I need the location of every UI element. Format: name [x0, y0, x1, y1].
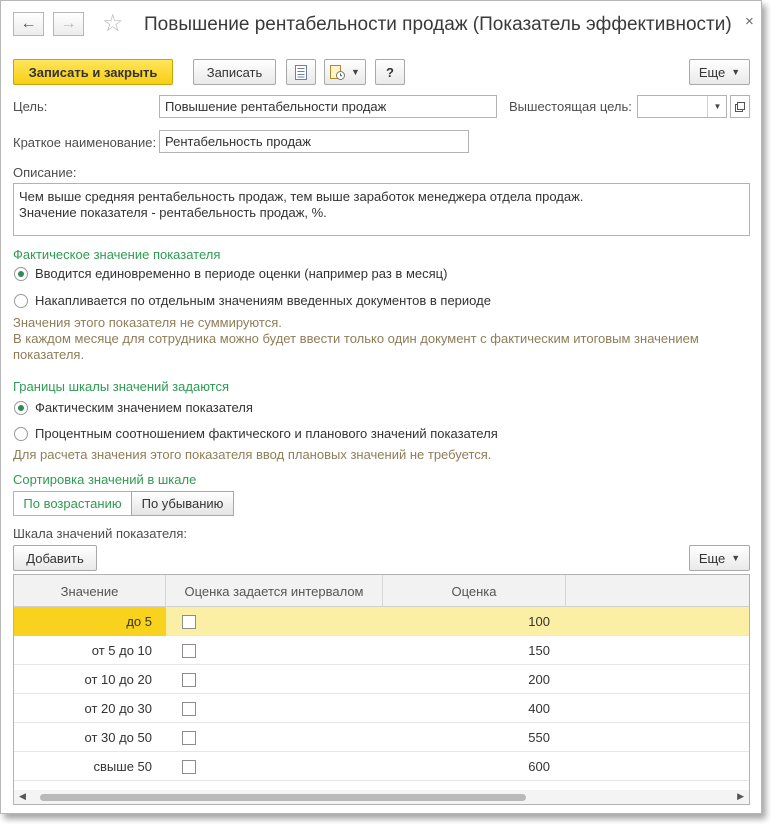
column-header-score[interactable]: Оценка: [383, 575, 566, 607]
sorting-heading: Сортировка значений в шкале: [13, 472, 197, 487]
help-button[interactable]: ?: [375, 59, 405, 85]
radio-label: Накапливается по отдельным значениям введенных документов в периоде: [35, 293, 491, 308]
interval-checkbox[interactable]: [182, 607, 196, 636]
radio-label: Фактическим значением показателя: [35, 400, 253, 415]
value-cell[interactable]: от 30 до 50: [84, 730, 152, 745]
description-label: Описание:: [13, 165, 77, 180]
interval-checkbox[interactable]: [182, 694, 196, 723]
score-cell[interactable]: 550: [528, 730, 550, 745]
list-document-icon: [295, 65, 307, 80]
radio-checked-icon[interactable]: [14, 267, 28, 281]
actual-value-option-once[interactable]: [14, 266, 447, 281]
arrow-left-icon: ←: [20, 15, 37, 32]
value-cell[interactable]: от 20 до 30: [84, 701, 152, 716]
add-button[interactable]: Добавить: [13, 545, 97, 571]
radio-checked-icon[interactable]: [14, 401, 28, 415]
scale-bounds-note: Для расчета значения этого показателя ввод плановых значений не требуется.: [13, 447, 492, 462]
radio-unchecked-icon[interactable]: [14, 427, 28, 441]
actual-value-note: [13, 315, 733, 363]
sort-ascending-button[interactable]: По возрастанию: [13, 491, 132, 516]
more-button[interactable]: [689, 59, 750, 85]
actual-value-option-accumulate[interactable]: [14, 293, 491, 308]
document-clock-icon: [330, 65, 345, 80]
column-header-interval[interactable]: Оценка задается интервалом: [166, 575, 383, 607]
horizontal-scrollbar[interactable]: [14, 790, 749, 804]
interval-checkbox[interactable]: [182, 752, 196, 781]
parent-goal-dropdown-icon[interactable]: ▼: [707, 96, 727, 117]
scale-bounds-option-actual[interactable]: [14, 400, 253, 415]
interval-checkbox[interactable]: [182, 636, 196, 665]
scroll-right-icon[interactable]: ▶: [737, 791, 744, 801]
score-cell[interactable]: 200: [528, 672, 550, 687]
goal-field[interactable]: Повышение рентабельности продаж: [159, 95, 497, 118]
sort-descending-button[interactable]: По убыванию: [131, 491, 234, 516]
radio-label: Процентным соотношением фактического и планового значений показателя: [35, 426, 498, 441]
interval-checkbox[interactable]: [182, 723, 196, 752]
table-header: [14, 575, 749, 607]
favorite-star-icon[interactable]: ☆: [102, 10, 124, 37]
scale-table[interactable]: [13, 574, 750, 805]
save-and-close-button[interactable]: Записать и закрыть: [13, 59, 173, 85]
scale-bounds-option-percent[interactable]: [14, 426, 498, 441]
value-cell[interactable]: свыше 50: [93, 759, 152, 774]
column-header-value[interactable]: Значение: [14, 575, 166, 607]
radio-unchecked-icon[interactable]: [14, 294, 28, 308]
score-cell[interactable]: 400: [528, 701, 550, 716]
arrow-right-icon: →: [60, 15, 77, 32]
table-more-button[interactable]: [689, 545, 750, 571]
back-button[interactable]: [13, 12, 44, 36]
scale-bounds-heading: Границы шкалы значений задаются: [13, 379, 230, 394]
table-row[interactable]: [14, 636, 749, 665]
scroll-left-icon[interactable]: ◀: [19, 791, 26, 801]
table-row[interactable]: [14, 607, 749, 636]
radio-label: Вводится единовременно в периоде оценки (например раз в месяц): [35, 266, 448, 281]
value-cell[interactable]: от 5 до 10: [91, 643, 152, 658]
score-cell[interactable]: 100: [528, 614, 550, 629]
more-label: Еще: [698, 64, 726, 80]
table-row[interactable]: [14, 723, 749, 752]
description-field[interactable]: [13, 183, 750, 236]
value-cell[interactable]: от 10 до 20: [84, 672, 152, 687]
page-title: Повышение рентабельности продаж (Показатель эффективности): [144, 14, 732, 35]
short-name-label: Краткое наименование:: [13, 135, 157, 150]
scale-table-label: Шкала значений показателя:: [13, 526, 188, 541]
forward-button[interactable]: [53, 12, 84, 36]
description-line: Чем выше средняя рентабельность продаж, тем выше заработок менеджера отдела продаж.: [19, 189, 584, 204]
open-window-icon: [735, 102, 745, 112]
table-row[interactable]: [14, 752, 749, 781]
interval-checkbox[interactable]: [182, 665, 196, 694]
score-cell[interactable]: 600: [528, 759, 550, 774]
actual-value-heading: Фактическое значение показателя: [13, 247, 221, 262]
description-line: Значение показателя - рентабельность продаж, %.: [19, 205, 327, 220]
value-cell[interactable]: до 5: [14, 607, 166, 636]
short-name-field[interactable]: Рентабельность продаж: [159, 130, 469, 153]
create-based-on-button[interactable]: [324, 59, 366, 85]
chevron-down-icon: ▼: [731, 553, 741, 563]
table-row[interactable]: [14, 694, 749, 723]
scrollbar-thumb[interactable]: [40, 794, 526, 801]
score-cell[interactable]: 150: [528, 643, 550, 658]
parent-goal-label: Вышестоящая цель:: [509, 99, 632, 114]
table-row[interactable]: [14, 665, 749, 694]
save-button[interactable]: Записать: [193, 59, 276, 85]
chevron-down-icon: ▼: [731, 67, 741, 77]
goal-label: Цель:: [13, 99, 48, 114]
close-icon[interactable]: ×: [745, 13, 754, 30]
report-button[interactable]: [286, 59, 316, 85]
note-line: Значения этого показателя не суммируются.: [13, 315, 282, 330]
note-line: В каждом месяце для сотрудника можно будет ввести только один документ с фактическим итоговым значением показателя.: [13, 331, 699, 362]
open-parent-goal-button[interactable]: [730, 95, 750, 118]
more-label: Еще: [698, 550, 726, 566]
chevron-down-icon: ▼: [351, 67, 360, 77]
